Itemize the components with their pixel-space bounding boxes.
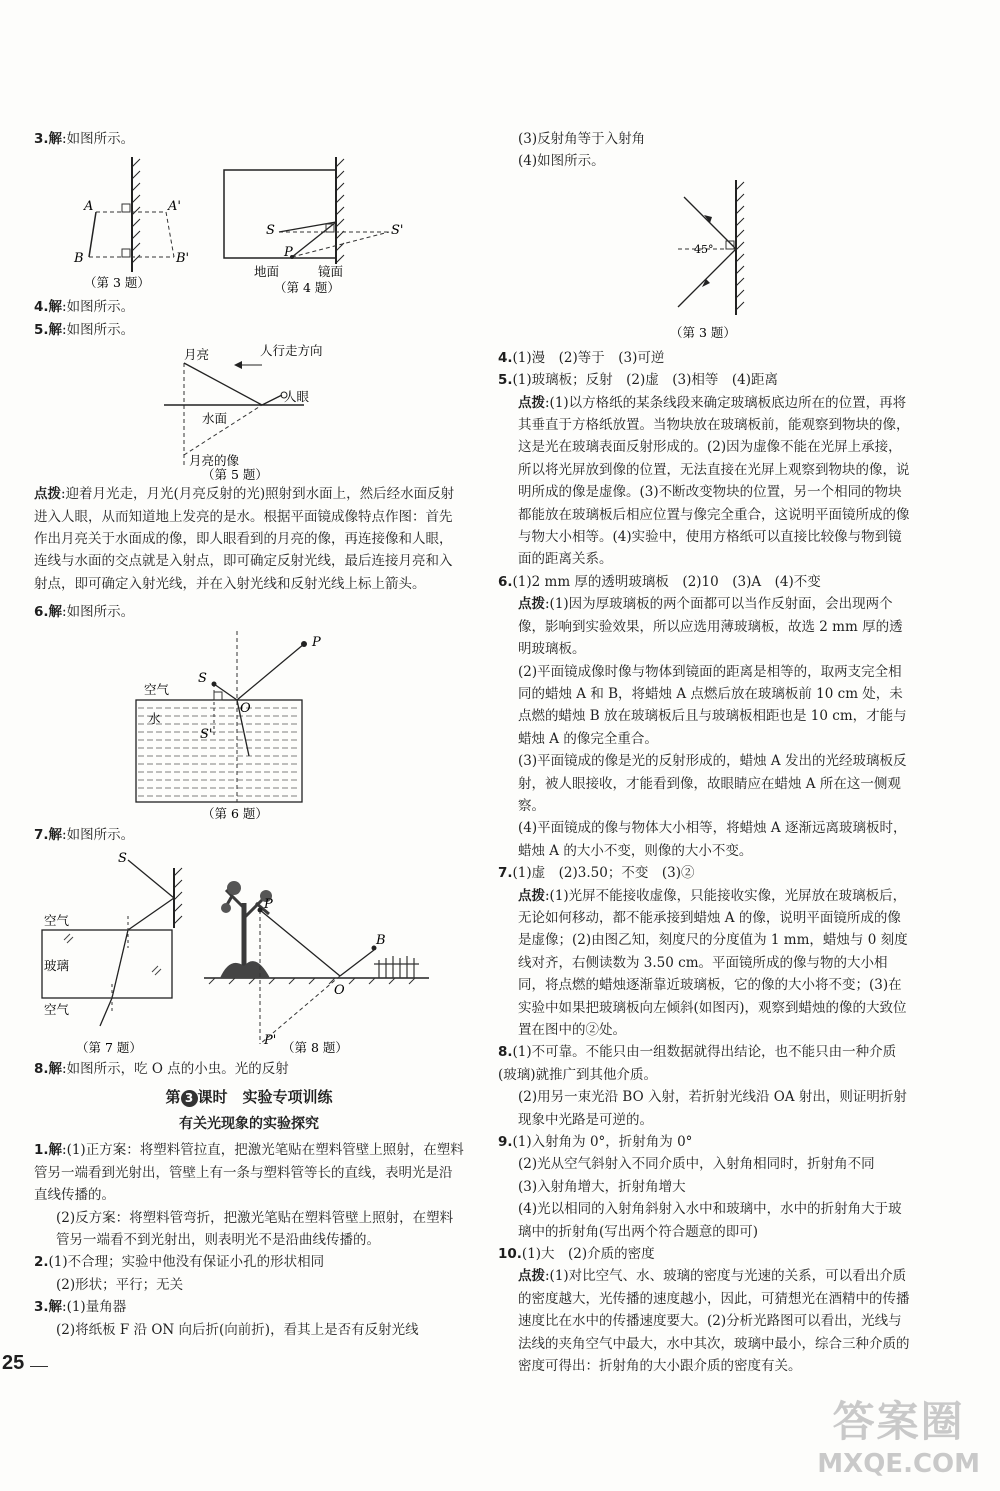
exp4-answer: 4.(1)漫 (2)等于 (3)可逆	[498, 349, 665, 366]
right-column	[498, 128, 910, 1378]
svg-text:空气: 空气	[144, 681, 170, 697]
svg-text:P: P	[312, 634, 321, 650]
svg-text:（第 6 题）: （第 6 题）	[202, 805, 268, 821]
svg-text:O: O	[334, 983, 345, 999]
svg-text:地面: 地面	[254, 264, 280, 280]
svg-text:（第 3 题）: （第 3 题）	[84, 275, 150, 291]
exp6-tip-3: (3)平面镜成的像是光的反射形成的，蜡烛 A 发出的光经玻璃板反射，被人眼接收，才能看到像，故眼睛应在蜡烛 A 所在这一侧观察。	[518, 753, 907, 814]
q4-answer: 4.解:如图所示。	[34, 299, 135, 316]
svg-text:S': S'	[391, 223, 404, 239]
svg-text:人眼: 人眼	[284, 389, 310, 405]
figure-r3	[498, 175, 910, 345]
svg-text:45°: 45°	[694, 242, 714, 256]
svg-text:镜面: 镜面	[318, 264, 344, 280]
exp10-tip: 点拨:(1)对比空气、水、玻璃的密度与光速的关系，可以看出介质的密度越大，光传播的速度越小，因此，可猜想光在酒精中的传播速度比在水中的传播速度要大。(2)分析光路图可以看出，光线与法线的夹角空气中最大，水中其次，玻璃中最小，综合三种介质的密度可得出：折射角的大小跟介质的密度有关。	[518, 1268, 910, 1375]
q7-answer: 7.解:如图所示。	[34, 826, 135, 843]
svg-text:（第 8 题）: （第 8 题）	[282, 1040, 348, 1056]
exp3-answer: 3.解:(1)量角器	[34, 1299, 127, 1316]
q5-tip: 点拨:迎着月光走，月光(月亮反射的光)照射到水面上，然后经水面反射进入人眼，从而知道地上发亮的是水。根据平面镜成像特点作图：首先作出月亮关于水面成的像，即人眼看到的月亮的像，再连接像和人眼，连线与水面的交点就是入射点，即可确定反射光线，最后连接月亮和入射点，即可确定入射光线，并在入射光线和反射光线上标上箭头。	[34, 486, 455, 592]
svg-text:A': A'	[168, 199, 181, 215]
svg-text:S: S	[198, 670, 207, 686]
page-number-rule	[30, 1366, 48, 1367]
svg-text:P: P	[284, 245, 293, 261]
figure-5	[34, 343, 464, 481]
svg-text:S: S	[118, 851, 127, 867]
svg-text:S': S'	[200, 726, 213, 742]
q6-answer: 6.解:如图所示。	[34, 604, 135, 621]
svg-text:B': B'	[176, 251, 190, 267]
exp3-part3: (3)反射角等于入射角	[518, 131, 646, 147]
q8-answer: 8.解:如图所示，吃 O 点的小虫。光的反射	[34, 1061, 289, 1078]
watermark: 答案圈 MXQE.COM	[817, 1397, 980, 1479]
left-column	[34, 128, 464, 1341]
svg-text:S: S	[266, 223, 275, 239]
exp6-tip: 点拨:(1)因为厚玻璃板的两个面都可以当作反射面，会出现两个像，影响到实验效果，所以应选用薄玻璃板，故选 2 mm 厚的透明玻璃板。	[518, 596, 903, 658]
svg-text:月亮: 月亮	[184, 347, 210, 363]
exp5-answer: 5.(1)玻璃板；反射 (2)虚 (3)相等 (4)距离	[498, 372, 779, 389]
svg-text:水: 水	[148, 710, 161, 726]
svg-text:P': P'	[264, 1033, 277, 1049]
exp10-answer: 10.(1)大 (2)介质的密度	[498, 1246, 655, 1263]
section-subhead: 有关光现象的实验探究	[179, 1115, 319, 1132]
exp9-answer: 9.(1)入射角为 0°，折射角为 0°	[498, 1134, 693, 1151]
svg-text:P: P	[264, 897, 273, 913]
figure-6	[34, 626, 464, 822]
svg-text:月亮的像: 月亮的像	[189, 453, 240, 469]
exp2-part2: (2)形状；平行；无关	[56, 1276, 184, 1293]
exp1-part2: (2)反方案：将塑料管弯折，把激光笔贴在塑料管壁上照射，在塑料管另一端看不到光射出，则表明光不是沿曲线传播的。	[56, 1209, 454, 1248]
exp9-part4: (4)光以相同的入射角斜射入水中和玻璃中，水中的折射角大于玻璃中的折射角(写出两个符合题意的即可)	[518, 1201, 902, 1240]
exp7-answer: 7.(1)虚 (2)3.50；不变 (3)②	[498, 865, 695, 882]
exp6-tip-2: (2)平面镜成像时像与物体到镜面的距离是相等的，取两支完全相同的蜡烛 A 和 B，将蜡烛 A 点燃后放在玻璃板前 10 cm 处，未点燃的蜡烛 B 放在玻璃板后且与玻璃板相距也是 10 cm，才能与蜡烛 A 的像完全重合。	[518, 663, 907, 747]
svg-text:水面: 水面	[202, 411, 228, 427]
svg-text:（第 5 题）: （第 5 题）	[202, 467, 268, 482]
exp3-part2: (2)将纸板 F 沿 ON 向后折(向前折)，看其上是否有反射光线	[56, 1321, 419, 1338]
page-number: 25	[2, 1352, 25, 1374]
svg-text:B: B	[74, 251, 84, 267]
svg-text:空气: 空气	[44, 913, 70, 929]
svg-text:B: B	[376, 933, 386, 949]
q3-answer: 3.解:如图所示。	[34, 131, 135, 147]
exp1-answer: 1.解:(1)正方案：将塑料管拉直，把激光笔贴在塑料管壁上照射，在塑料管另一端看到光射出，管壁上有一条与塑料管等长的直线，表明光是沿直线传播的。	[34, 1142, 464, 1204]
figure-3-4	[34, 152, 464, 294]
exp5-tip: 点拨:(1)以方格纸的某条线段来确定玻璃板底边所在的位置，再将其垂直于方格纸放置。当物块放在玻璃板前，能观察到物块的像，这是光在玻璃表面反射形成的。(2)因为虚像不能在光屏上承接，所以将光屏放到像的位置，无法直接在光屏上观察到物块的像，说明所成的像是虚像。(3)不断改变物块的位置，另一个相同的物块都能放在玻璃板后相应位置与像完全重合，这说明平面镜所成的像与物大小相等。(4)实验中，使用方格纸可以直接比较像与物到镜面的距离关系。	[518, 394, 910, 568]
svg-text:空气: 空气	[44, 1002, 70, 1018]
svg-text:玻璃: 玻璃	[44, 958, 70, 974]
exp2-answer: 2.(1)不合理；实验中他没有保证小孔的形状相同	[34, 1254, 325, 1271]
svg-text:（第 7 题）: （第 7 题）	[76, 1040, 142, 1056]
exp9-part2: (2)光从空气斜射入不同介质中，入射角相同时，折射角不同	[518, 1156, 875, 1173]
lesson-title: 第 3 课时 实验专项训练	[165, 1088, 333, 1107]
svg-text:（第 4 题）: （第 4 题）	[274, 280, 340, 295]
exp8-part2: (2)用另一束光沿 BO 入射，若折射光线沿 OA 射出，则证明折射现象中光路是可逆的。	[518, 1089, 907, 1128]
figure-7-8	[34, 848, 464, 1056]
exp3-part4: (4)如图所示。	[518, 153, 605, 170]
svg-text:A: A	[84, 199, 94, 215]
exp7-tip: 点拨:(1)光屏不能接收虚像，只能接收实像，光屏放在玻璃板后，无论如何移动，都不能承接到蜡烛 A 的像，说明平面镜所成的像是虚像；(2)由图乙知，刻度尺的分度值为 1 mm，蜡烛与 0 刻度线对齐，右侧读数为 3.50 cm。平面镜所成的像与物的大小相同，将点燃的蜡烛逐渐靠近玻璃板，它的像的大小将不变；(3)在实验中如果把玻璃板向左倾斜(如图丙)，观察到蜡烛的像的大致位置在图中的②处。	[518, 887, 908, 1038]
exp6-tip-4: (4)平面镜成的像与物体大小相等，将蜡烛 A 逐渐远离玻璃板时，蜡烛 A 的大小不变，则像的大小不变。	[518, 820, 907, 859]
exp8-answer: 8.(1)不可靠。不能只由一组数据就得出结论，也不能只由一种介质(玻璃)就推广到其他介质。	[498, 1044, 897, 1083]
svg-text:（第 3 题）: （第 3 题）	[670, 324, 736, 340]
exp6-answer: 6.(1)2 mm 厚的透明玻璃板 (2)10 (3)A (4)不变	[498, 573, 821, 590]
svg-text:O: O	[240, 700, 251, 716]
q5-answer: 5.解:如图所示。	[34, 321, 135, 338]
svg-text:人行走方向: 人行走方向	[260, 343, 323, 359]
exp9-part3: (3)入射角增大，折射角增大	[518, 1178, 686, 1195]
